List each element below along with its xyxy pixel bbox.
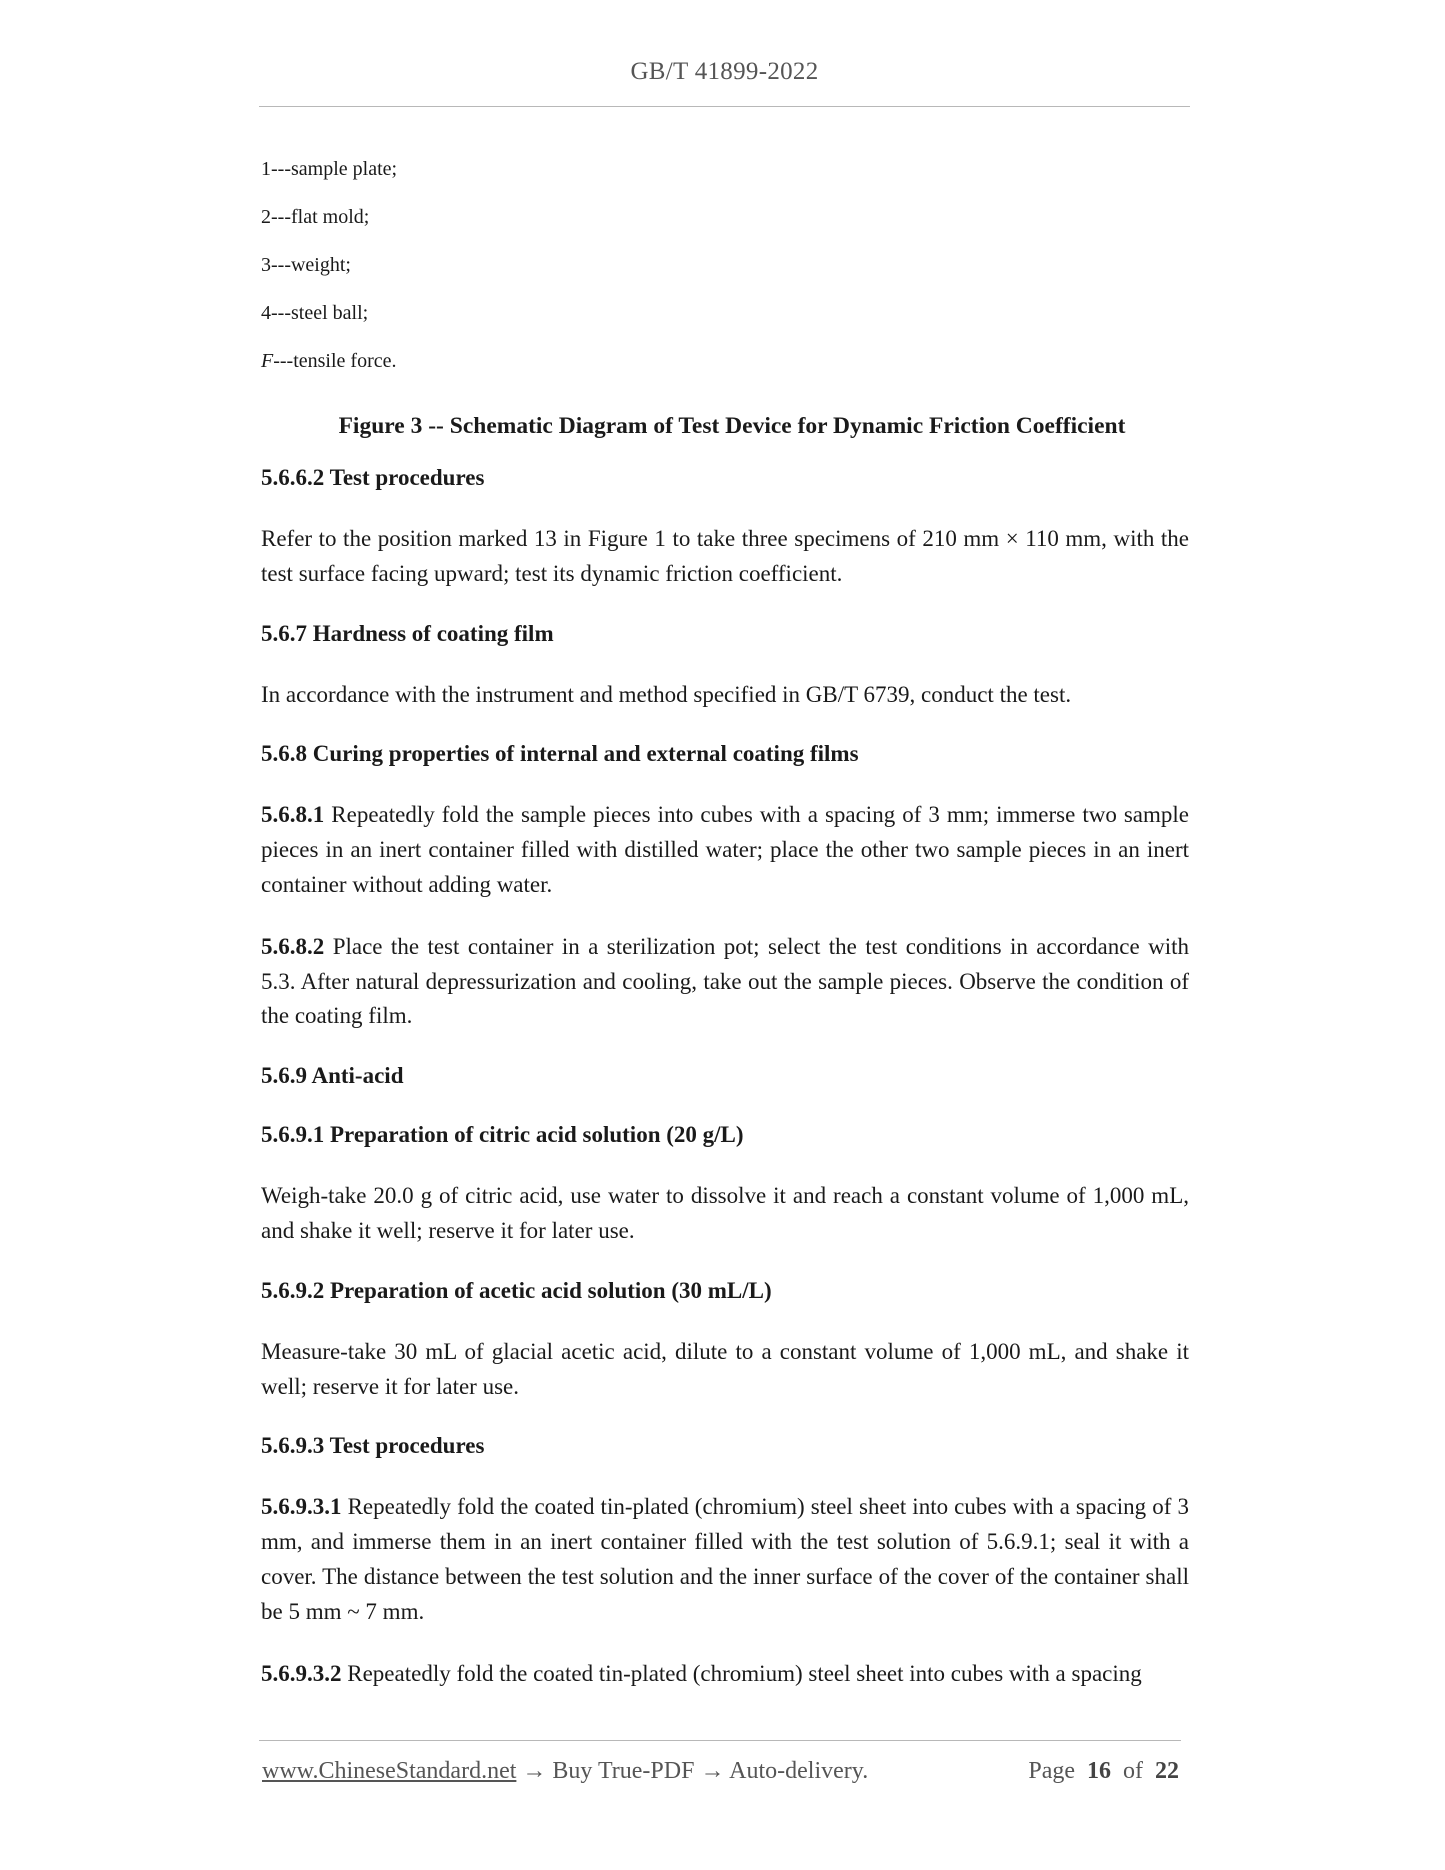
section-heading: 5.6.9.3 Test procedures [261, 1433, 485, 1459]
of-label: of [1123, 1758, 1143, 1784]
section-heading: 5.6.8 Curing properties of internal and external coating films [261, 741, 859, 767]
legend-item [261, 337, 1189, 385]
arrow-icon: → [700, 1758, 725, 1784]
legend-key: 3 [261, 254, 271, 276]
page-footer [262, 1758, 1182, 1794]
legend-item [261, 145, 1189, 193]
footer-links [262, 1758, 868, 1785]
page-content [261, 145, 1189, 1691]
paragraph [261, 1657, 1189, 1692]
paragraph: In accordance with the instrument and method specified in GB/T 6739, conduct the test. [261, 681, 1072, 707]
section-heading: 5.6.9.2 Preparation of acetic acid solution (30 mL/L) [261, 1277, 772, 1303]
total-pages-number: 22 [1155, 1758, 1179, 1784]
paragraph [261, 798, 1189, 902]
buy-pdf-text: Buy True-PDF [552, 1758, 695, 1784]
clause-text: Repeatedly fold the coated tin-plated (chromium) steel sheet into cubes with a spacing [347, 1660, 1142, 1686]
legend-item [261, 193, 1189, 241]
section-heading: 5.6.9 Anti-acid [261, 1063, 404, 1089]
section-heading: 5.6.7 Hardness of coating film [261, 620, 554, 646]
legend-item [261, 289, 1189, 337]
legend-separator: --- [271, 302, 291, 324]
page-number-indicator [1028, 1758, 1179, 1785]
section-heading: 5.6.6.2 Test procedures [261, 465, 485, 490]
legend-text: sample plate; [290, 158, 398, 180]
footer-divider [259, 1740, 1181, 1741]
legend-key: F [261, 350, 274, 372]
site-link[interactable]: www.ChineseStandard.net [262, 1758, 517, 1784]
legend-separator: --- [271, 158, 291, 180]
legend-text: tensile force. [293, 350, 397, 372]
legend-separator: --- [271, 254, 291, 276]
legend-item [261, 241, 1189, 289]
auto-delivery-text: Auto-delivery. [729, 1758, 869, 1784]
clause-number: 5.6.9.3.1 [261, 1494, 342, 1520]
page-header: GB/T 41899-2022 [630, 58, 819, 85]
paragraph: Weigh-take 20.0 g of citric acid, use water to dissolve it and reach a constant volume of 1,000 mL, and shake it well; reserve it for later use. [261, 1183, 1189, 1243]
legend-key: 2 [261, 206, 271, 228]
legend-separator: --- [271, 206, 291, 228]
clause-number: 5.6.8.2 [261, 933, 325, 959]
page-label: Page [1028, 1758, 1075, 1784]
legend-text: steel ball; [290, 302, 369, 324]
clause-text: Repeatedly fold the sample pieces into cubes with a spacing of 3 mm; immerse two sample pieces in an inert container filled with distilled water; place the other two sample pieces in an inert container without adding water. [261, 802, 1189, 897]
legend-text: flat mold; [290, 206, 370, 228]
legend-text: weight; [290, 254, 351, 276]
current-page-number: 16 [1087, 1758, 1111, 1784]
arrow-icon: → [522, 1758, 547, 1784]
figure-legend [261, 145, 1189, 385]
legend-key: 4 [261, 302, 271, 324]
clause-number: 5.6.8.1 [261, 802, 325, 828]
legend-key: 1 [261, 158, 271, 180]
legend-separator: --- [273, 350, 294, 372]
paragraph: Refer to the position marked 13 in Figure 1 to take three specimens of 210 mm × 110 mm, with the test surface facing upward; test its dynamic friction coefficient. [261, 526, 1189, 586]
paragraph [261, 930, 1189, 1034]
clause-number: 5.6.9.3.2 [261, 1660, 342, 1686]
clause-text: Repeatedly fold the coated tin-plated (chromium) steel sheet into cubes with a spacing of 3 mm, and immerse them in an inert container filled with the test solution of 5.6.9.1; seal it with a cover. The distance between the test solution and the inner surface of the cover of the container shall be 5 mm ~ 7 mm. [261, 1494, 1189, 1624]
section-heading: 5.6.9.1 Preparation of citric acid solution (20 g/L) [261, 1122, 744, 1148]
figure-caption: Figure 3 -- Schematic Diagram of Test Device for Dynamic Friction Coefficient [338, 413, 1126, 439]
header-divider [259, 106, 1190, 107]
paragraph [261, 1490, 1189, 1629]
paragraph: Measure-take 30 mL of glacial acetic acid, dilute to a constant volume of 1,000 mL, and shake it well; reserve it for later use. [261, 1338, 1189, 1399]
clause-text: Place the test container in a sterilization pot; select the test conditions in accordance with 5.3. After natural depressurization and cooling, take out the sample pieces. Observe the condition of the coating film. [261, 933, 1190, 1029]
